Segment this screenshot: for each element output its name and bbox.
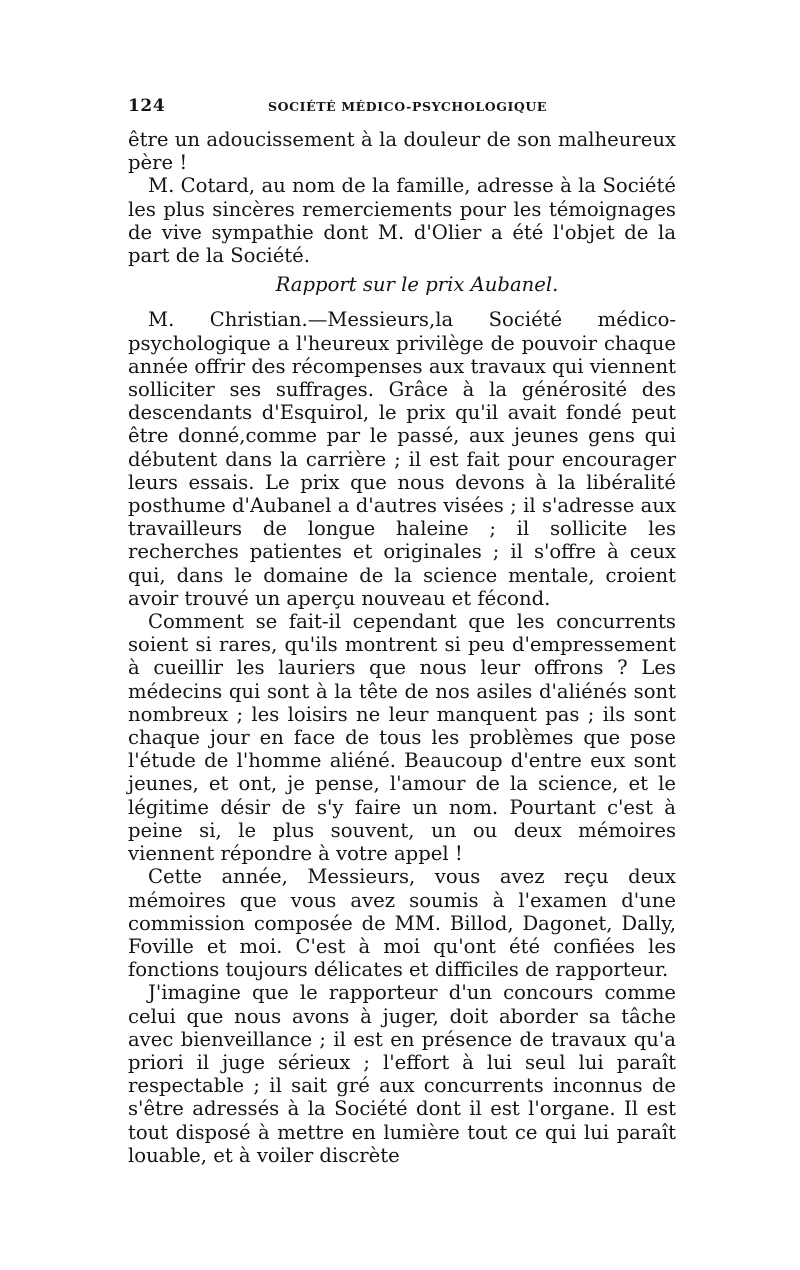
body-text [128, 128, 676, 1167]
running-head [128, 96, 676, 120]
book-page [128, 96, 676, 1167]
paragraph-christian: M. Christian.—Messieurs,la Société médico-psychologique a l'heureux privilège de pouvoir chaque année offrir des récompenses aux travaux qui viennent solliciter ses suffrages. Grâce à la générosité des descendants d'Esquirol, le prix qu'il avait fondé peut être donné,comme par le passé, aux jeunes gens qui débutent dans la carrière ; il est fait pour encourager leurs essais. Le prix que nous devons à la libéralité posthume d'Aubanel a d'autres visées ; il s'adresse aux travailleurs de longue haleine ; il sollicite les recherches patientes et originales ; il s'offre à ceux qui, dans le domaine de la science mentale, croient avoir trouvé un aperçu nouveau et fécond. [128, 308, 676, 610]
paragraph-rapporteur: J'imagine que le rapporteur d'un concours comme celui que nous avons à juger, doit aborder sa tâche avec bienveillance ; il est en présence de travaux qu'a priori il juge sérieux ; l'effort à lui seul lui paraît respectable ; il sait gré aux concurrents inconnus de s'être adressés à la Société dont il est l'organe. Il est tout disposé à mettre en lumière tout ce qui lui paraît louable, et à voiler discrète [128, 981, 676, 1167]
paragraph-commission: Cette année, Messieurs, vous avez reçu deux mémoires que vous avez soumis à l'examen d'une commission composée de MM. Billod, Dagonet, Dally, Foville et moi. C'est à moi qu'ont été confiées les fonctions toujours délicates et difficiles de rapporteur. [128, 865, 676, 982]
running-head-title: SOCIÉTÉ MÉDICO-PSYCHOLOGIQUE [268, 99, 548, 114]
paragraph-continuation: être un adoucissement à la douleur de son malheureux père ! [128, 128, 676, 175]
section-title: Rapport sur le prix Aubanel. [275, 273, 559, 297]
page-number: 124 [128, 96, 166, 116]
paragraph-cotard: M. Cotard, au nom de la famille, adresse à la Société les plus sincères remerciements pour les témoignages de vive sympathie dont M. d'Olier a été l'objet de la part de la Société. [128, 174, 676, 268]
paragraph-concurrents: Comment se fait-il cependant que les concurrents soient si rares, qu'ils montrent si peu d'empressement à cueillir les lauriers que nous leur offrons ? Les médecins qui sont à la tête de nos asiles d'aliénés sont nombreux ; les loisirs ne leur manquent pas ; ils sont chaque jour en face de tous les problèmes que pose l'étude de l'homme aliéné. Beaucoup d'entre eux sont jeunes, et ont, je pense, l'amour de la science, et le légitime désir de s'y faire un nom. Pourtant c'est à peine si, le plus souvent, un ou deux mémoires viennent répondre à votre appel ! [128, 610, 676, 866]
